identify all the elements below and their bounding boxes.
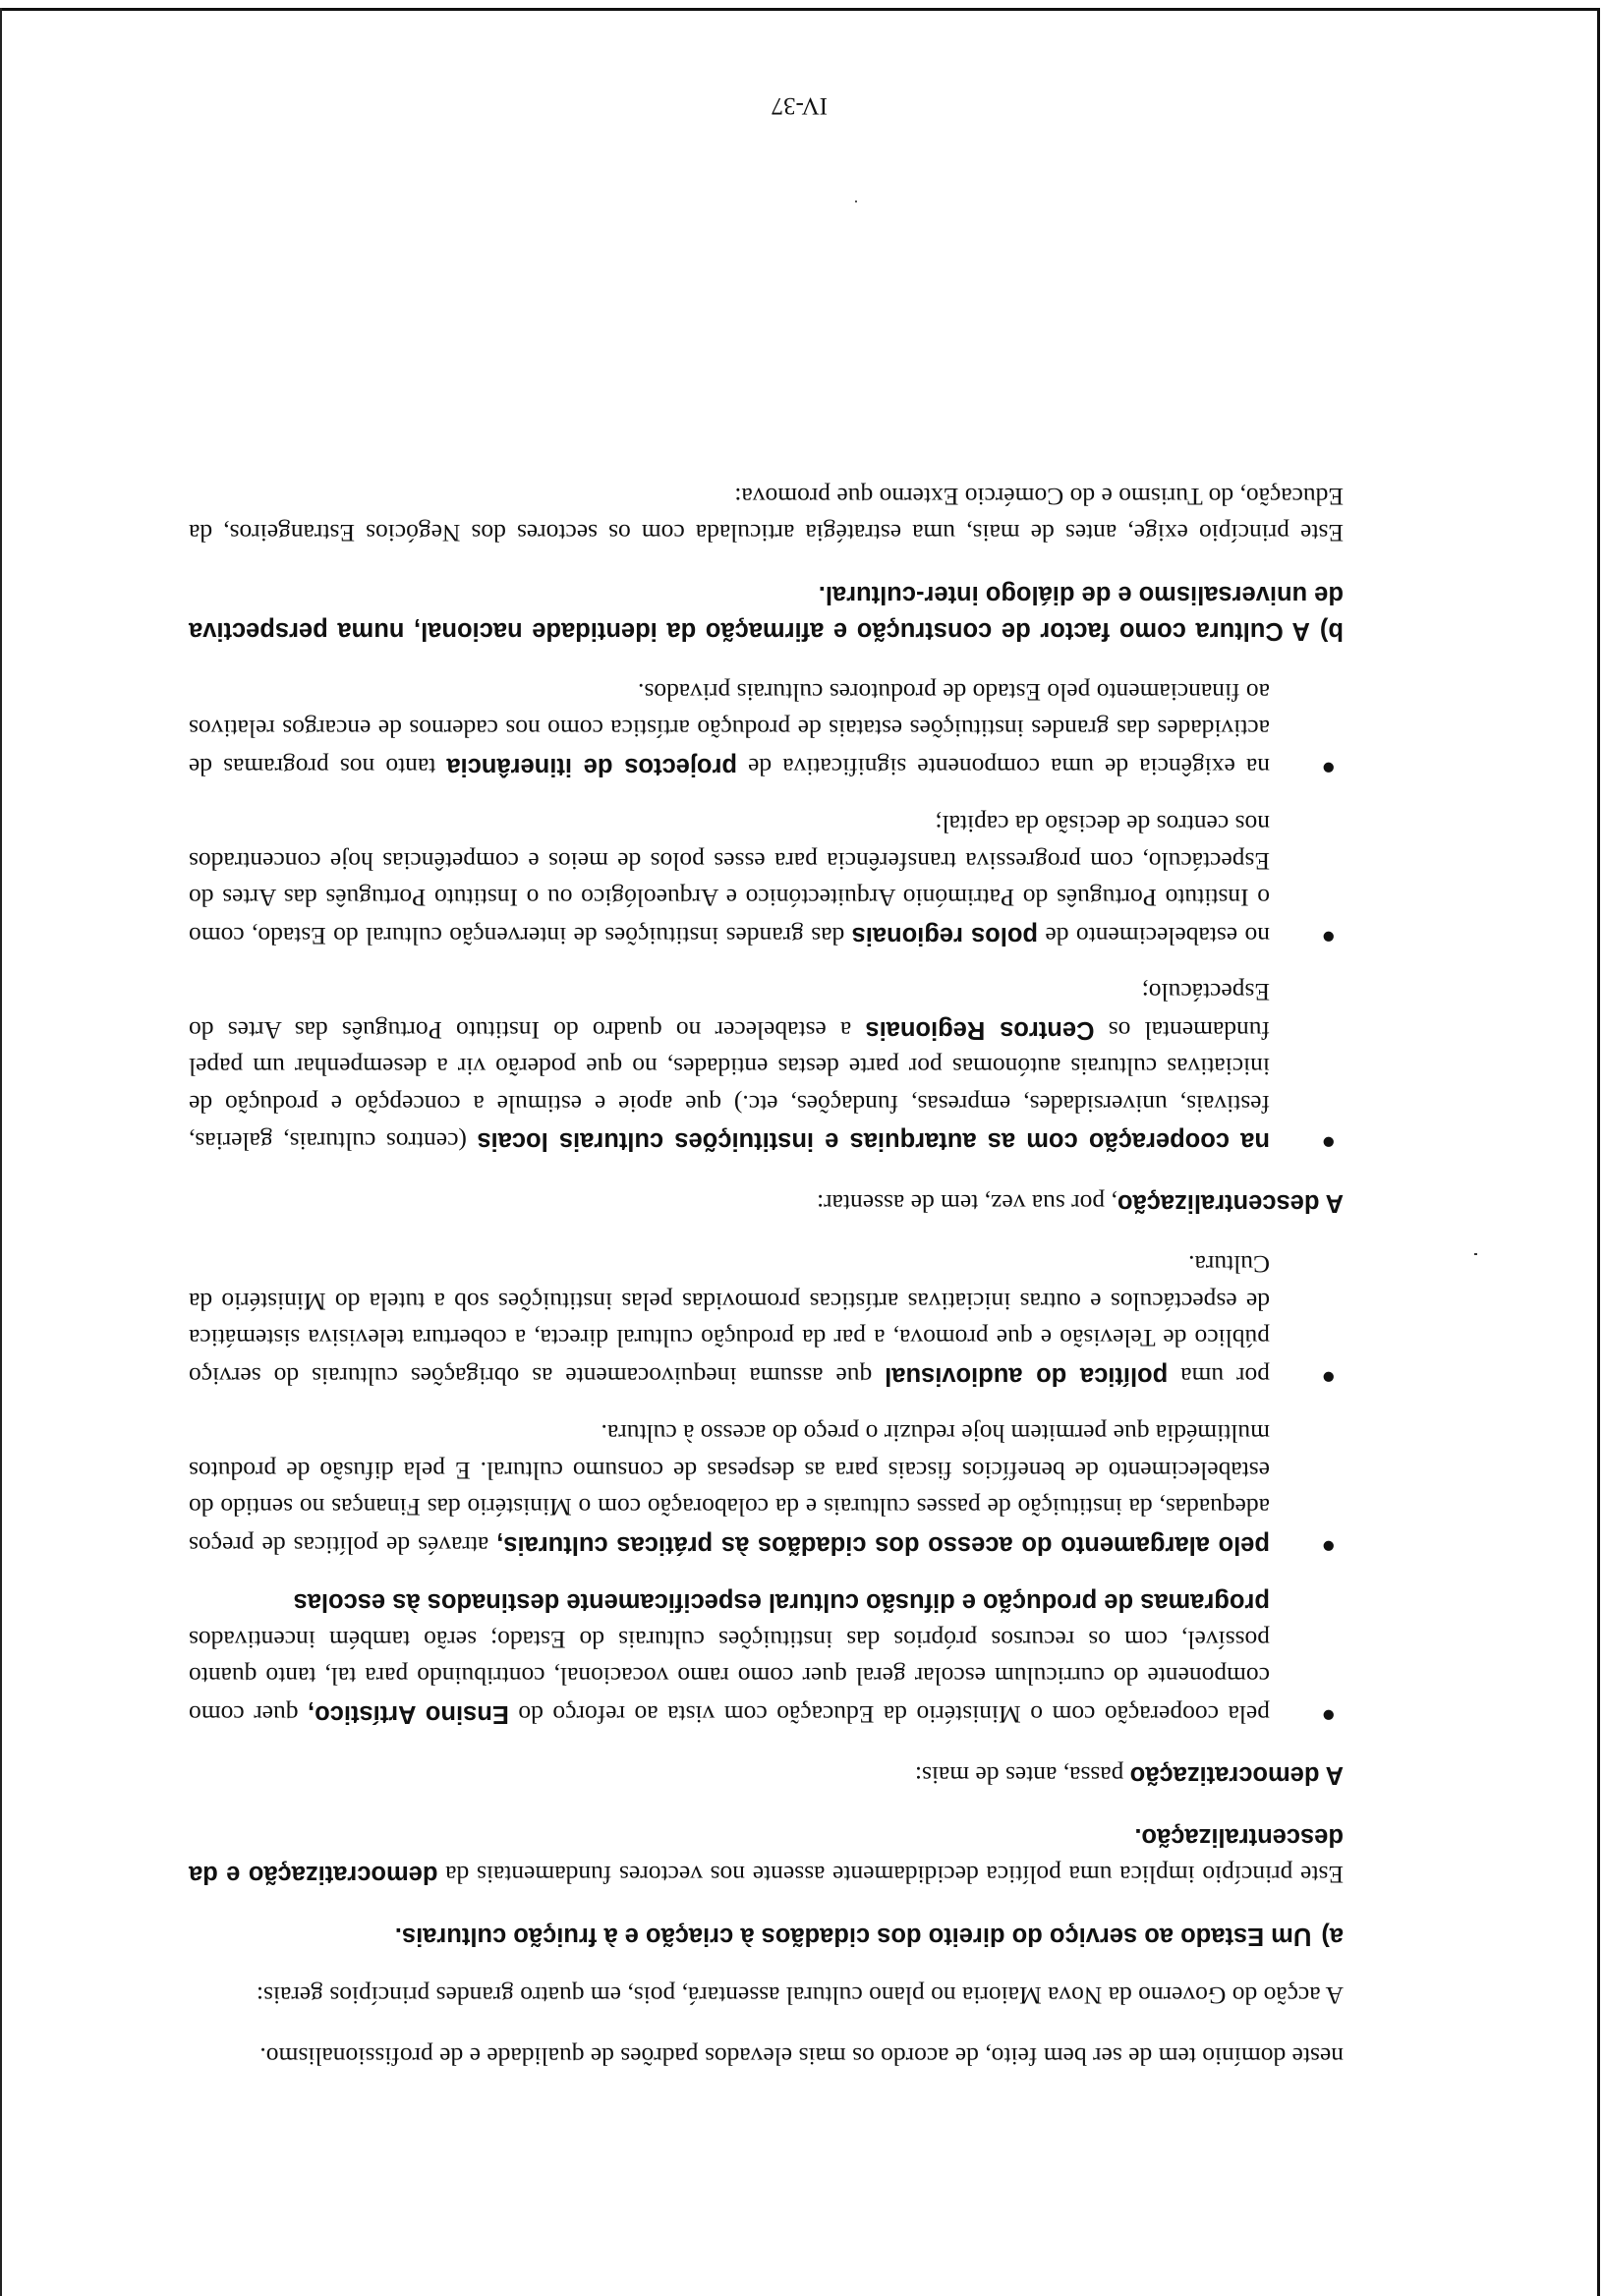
item-text: na exigência de uma componente significativa de xyxy=(737,753,1270,781)
item-bold: na cooperação com as autarquias e instituições culturais locais xyxy=(477,1127,1270,1156)
section-a-p1-text: Este princípio implica uma política decididamente assente nos vectores fundamentais da xyxy=(437,1861,1344,1890)
list-item xyxy=(189,673,1344,786)
section-b-heading xyxy=(189,576,1344,650)
section-a-paragraph-1 xyxy=(189,1818,1344,1894)
intro-continuation: neste domínio tem de ser bem feito, de acordo os mais elevados padrões de qualidade e de profissionalismo. xyxy=(259,2042,1344,2071)
democratization-text: passa, antes de mais: xyxy=(914,1761,1130,1791)
section-a-p1-bold: democratização e da descentralização. xyxy=(189,1823,1344,1889)
list-item xyxy=(189,1583,1344,1733)
democratization-term: A democratização xyxy=(1129,1761,1344,1790)
list-item xyxy=(189,974,1344,1161)
item-bold: polos regionais xyxy=(851,922,1039,949)
bullet-icon: ● xyxy=(1321,1364,1336,1390)
list-item xyxy=(189,1245,1344,1395)
decentralization-list xyxy=(189,673,1344,1161)
section-b-paragraph-1: Este princípio exige, antes de mais, uma estratégia articulada com os sectores dos Negócios Estrangeiros, da Educação, do Turismo e do Comércio Externo que promova: xyxy=(189,483,1344,548)
item-text: a estabelecer no quadro do Instituto Português das Artes do Espectáculo; xyxy=(188,978,1270,1045)
item-bold: pelo alargamento do acesso dos cidadãos às práticas culturais, xyxy=(496,1531,1270,1559)
decentralization-text: , por sua vez, tem de assentar: xyxy=(817,1189,1117,1218)
item-text: que assuma inequivocamente as obrigações culturais do serviço público de Televisão e que promova, a par da produção cultural directa, a cobertura televisiva sistemática de espectáculos e outras iniciativas artísticas promovidas pelas instituições sob a tutela do Ministério da Cultura. xyxy=(189,1250,1270,1391)
bullet-icon: ● xyxy=(1321,1533,1336,1559)
section-a-label: a) xyxy=(1321,1923,1344,1950)
section-b-title: A Cultura como factor de construção e afirmação da identidade nacional, numa perspectiva de universalismo e de diálogo inter-cultural. xyxy=(189,581,1344,646)
bullet-icon: ● xyxy=(1321,924,1336,949)
item-bold: Ensino Artístico, xyxy=(308,1700,509,1728)
scan-speck xyxy=(855,201,857,202)
item-bold: Centros Regionais xyxy=(865,1016,1095,1044)
bullet-icon: ● xyxy=(1321,755,1336,780)
item-bold: política do audiovisual xyxy=(885,1362,1169,1390)
section-a-title: Um Estado ao serviço do direito dos cidadãos à criação e à fruição culturais. xyxy=(394,1923,1312,1950)
decentralization-term: A descentralização xyxy=(1117,1189,1344,1217)
section-a-heading xyxy=(189,1918,1344,1955)
bullet-icon: ● xyxy=(1321,1129,1336,1156)
page-number: IV-37 xyxy=(771,92,828,119)
item-text: das grandes instituições de intervenção cultural do Estado, como o Instituto Português do Património Arquitectónico e Arqueológico ou o Instituto Português das Artes do Espectáculo, com progressiva transferência para esses polos de meios e competências hoje concentrados nos centros de decisão da capital; xyxy=(188,810,1270,950)
item-text: tanto nos programas de actividades das grandes instituições estatais de produção artística como nos cadernos de encargos relativos ao financiamento pelo Estado de produtores culturais privados. xyxy=(188,678,1270,781)
item-text: no estabelecimento de xyxy=(1038,922,1270,950)
section-b-label: b) xyxy=(1319,617,1344,646)
bullet-icon: ● xyxy=(1321,1702,1336,1728)
list-item xyxy=(189,805,1344,954)
section-a-paragraph-3 xyxy=(189,1184,1344,1223)
list-item xyxy=(189,1414,1344,1564)
item-bold: projectos de itinerância xyxy=(446,753,738,780)
item-bold: programas de produção e difusão cultural especificamente destinados às escolas xyxy=(293,1588,1270,1617)
item-text: quer como componente do curriculum escolar geral quer como ramo vocacional, contribuindo para tal, tanto quanto possível, com os recursos próprios das instituições culturais do Estado; serão também incentivados xyxy=(189,1626,1270,1729)
document-body xyxy=(189,455,1344,2076)
item-text: por uma xyxy=(1168,1362,1270,1391)
intro-lead: A acção do Governo da Nova Maioria no plano cultural assentará, pois, em quatro grandes princípios gerais: xyxy=(256,1981,1344,2011)
section-a-paragraph-2 xyxy=(189,1756,1344,1795)
democratization-list xyxy=(189,1245,1344,1733)
item-text: através de políticas de preços adequadas, da instituição de passes culturais e da colaboração com o Ministério das Finanças no sentido do estabelecimento de benefícios fiscais para as despesas de consumo cultural. E pela difusão de produtos multimédia que permitem hoje reduzir o preço do acesso à cultura. xyxy=(189,1419,1270,1560)
item-text: pela cooperação com o Ministério da Educação com vista ao reforço do xyxy=(508,1700,1270,1729)
item-text: (centros culturais, galerias, festivais, universidades, empresas, fundações, etc.) que apoie e estimule a concepção e produção de iniciativas culturais autónomas por parte destas entidades, no que poderão vir a desempenhar um papel fundamental os xyxy=(189,1016,1270,1157)
